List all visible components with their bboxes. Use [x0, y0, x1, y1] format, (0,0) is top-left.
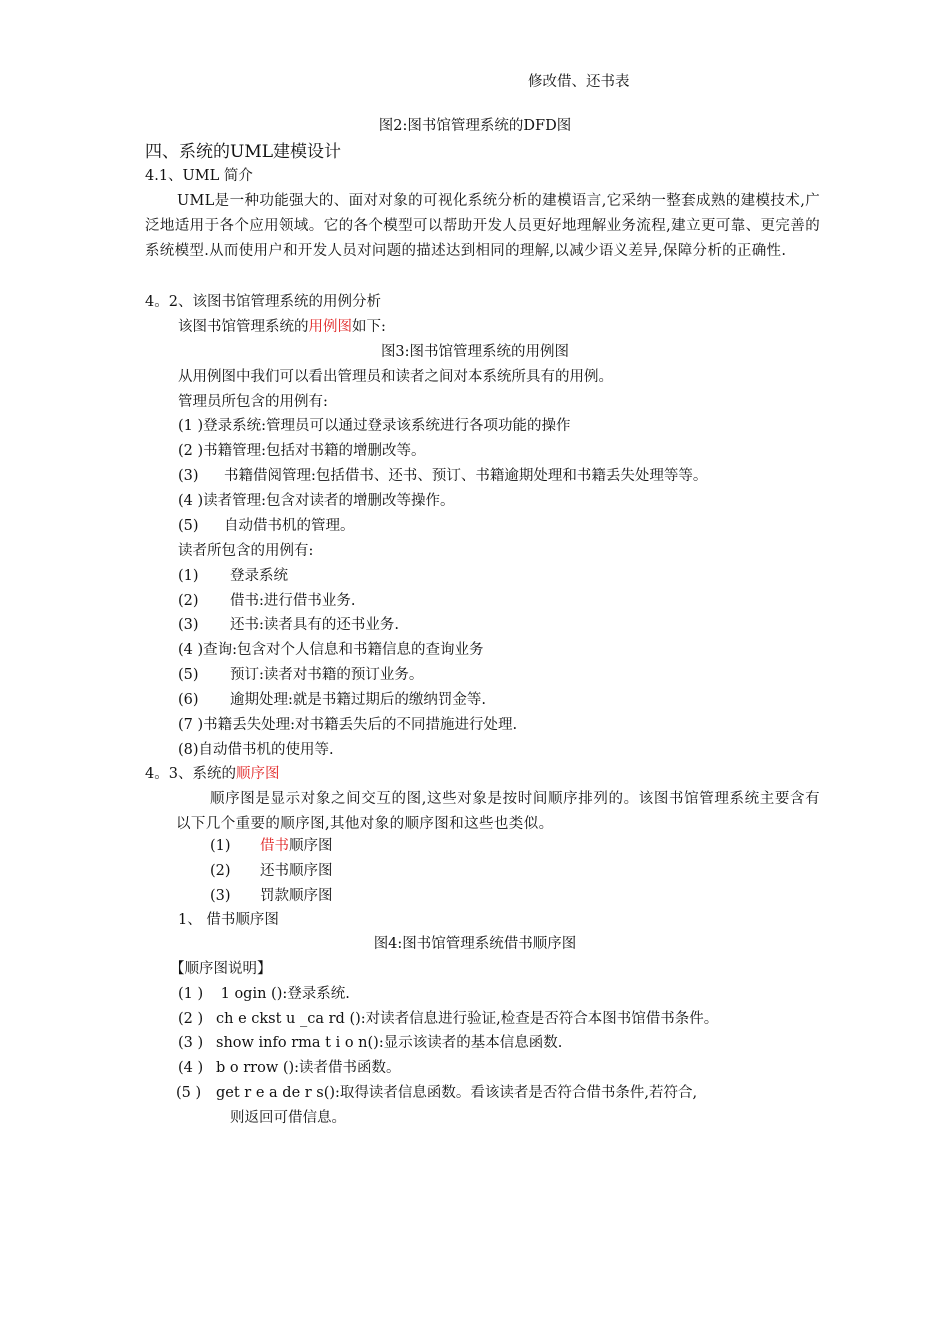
list-text: 自动借书机的使用等. — [198, 742, 334, 758]
list-text: 书籍丢失处理:对书籍丢失后的不同措施进行处理. — [203, 717, 518, 733]
list-text: show info rma t i o n():显示该读者的基本信息函数. — [216, 1035, 563, 1051]
list-number: (1 ) — [178, 418, 204, 434]
use-case-intro — [178, 317, 386, 337]
reader-item-2 — [178, 591, 356, 611]
sequence-description-title: 【顺序图说明】 — [170, 961, 272, 977]
list-number: (5) — [178, 667, 199, 683]
list-text: 读者管理:包含对读者的增删改等操作。 — [203, 493, 455, 509]
borrow-link[interactable]: 借书 — [260, 838, 289, 854]
list-text: 罚款顺序图 — [260, 888, 333, 904]
list-text: 书籍管理:包括对书籍的增删改等。 — [203, 443, 426, 459]
use-case-intro-pre: 该图书馆管理系统的 — [178, 319, 309, 335]
list-text: 登录系统:管理员可以通过登录该系统进行各项功能的操作 — [203, 418, 571, 434]
admin-item-1 — [178, 416, 571, 436]
admin-item-2 — [178, 441, 426, 461]
section-4-3-title-pre: 4。3、系统的 — [145, 766, 236, 782]
list-number: (8) — [178, 742, 199, 758]
borrow-sequence-title: 1、 借书顺序图 — [178, 912, 279, 928]
section-4-title: 四、系统的UML建模设计 — [145, 142, 342, 162]
list-text: 借书:进行借书业务. — [230, 593, 356, 609]
list-text: b o rrow ():读者借书函数。 — [216, 1060, 401, 1076]
top-fragment: 修改借、还书表 — [528, 74, 630, 90]
list-text: 登录系统 — [230, 568, 288, 584]
use-case-description: 从用例图中我们可以看出管理员和读者之间对本系统所具有的用例。 — [178, 369, 613, 385]
reader-item-3 — [178, 615, 399, 635]
list-text-continuation: 则返回可借信息。 — [230, 1110, 346, 1126]
list-number: (2 ) — [178, 443, 204, 459]
reader-item-1 — [178, 566, 288, 586]
list-number: (4 ) — [178, 493, 204, 509]
list-text: 预订:读者对书籍的预订业务。 — [230, 667, 424, 683]
section-4-3-title — [145, 764, 279, 784]
figure-4-caption: 图4:图书馆管理系统借书顺序图 — [373, 936, 577, 952]
list-text: 还书:读者具有的还书业务. — [230, 617, 399, 633]
list-number: (5 ) — [176, 1085, 202, 1101]
list-text: 自动借书机的管理。 — [224, 518, 355, 534]
section-4-1-title: 4.1、UML 简介 — [145, 168, 253, 184]
admin-use-cases-title: 管理员所包含的用例有: — [178, 394, 328, 410]
list-text: ch e ckst u _ca rd ():对读者信息进行验证,检查是否符合本图书馆借书条件。 — [216, 1011, 719, 1027]
use-case-diagram-link[interactable]: 用例图 — [308, 319, 352, 335]
reader-use-cases-title: 读者所包含的用例有: — [178, 543, 314, 559]
list-number: (2) — [178, 593, 199, 609]
seq-desc-item-4 — [178, 1058, 401, 1078]
list-number: (2 ) — [178, 1011, 204, 1027]
admin-item-3 — [178, 466, 707, 486]
sequence-diagram-link[interactable]: 顺序图 — [235, 766, 280, 782]
list-number: (1 ) — [178, 986, 204, 1002]
list-number: (7 ) — [178, 717, 204, 733]
reader-item-6 — [178, 690, 486, 710]
list-text: get r e a de r s():取得读者信息函数。看该读者是否符合借书条件,若符合, — [216, 1085, 698, 1101]
use-case-intro-post: 如下: — [352, 319, 386, 335]
seq-desc-item-3 — [178, 1033, 562, 1053]
list-number: (3) — [178, 617, 199, 633]
sequence-intro-paragraph: 顺序图是显示对象之间交互的图,这些对象是按时间顺序排列的。该图书馆管理系统主要含有以下几个重要的顺序图,其他对象的顺序图和这些也类似。 — [176, 791, 820, 832]
list-text: 书籍借阅管理:包括借书、还书、预订、书籍逾期处理和书籍丢失处理等等。 — [224, 468, 708, 484]
seq-desc-item-2 — [178, 1009, 718, 1029]
list-text: 1 ogin ():登录系统. — [216, 986, 350, 1002]
list-number: (3) — [178, 468, 199, 484]
seq-list-item-3 — [210, 886, 333, 906]
admin-item-4 — [178, 491, 455, 511]
list-text: 查询:包含对个人信息和书籍信息的查询业务 — [203, 642, 484, 658]
reader-item-7 — [178, 715, 517, 735]
seq-list-item-1 — [210, 836, 333, 856]
figure-3-caption: 图3:图书馆管理系统的用例图 — [380, 344, 570, 360]
seq-list-item-2 — [210, 861, 333, 881]
seq-desc-item-5 — [176, 1081, 820, 1131]
reader-item-5 — [178, 665, 423, 685]
list-number: (1) — [178, 568, 199, 584]
admin-item-5 — [178, 516, 355, 536]
reader-item-8 — [178, 740, 334, 760]
reader-item-4 — [178, 640, 484, 660]
list-number: (1) — [210, 838, 231, 854]
list-text: 还书顺序图 — [260, 863, 333, 879]
figure-2-caption: 图2:图书馆管理系统的DFD图 — [378, 118, 572, 134]
section-4-2-title: 4。2、该图书馆管理系统的用例分析 — [145, 294, 381, 310]
list-number: (5) — [178, 518, 199, 534]
list-number: (3) — [210, 888, 231, 904]
list-number: (6) — [178, 692, 199, 708]
list-number: (4 ) — [178, 642, 204, 658]
list-number: (4 ) — [178, 1060, 204, 1076]
list-number: (3 ) — [178, 1035, 204, 1051]
uml-intro-paragraph: UML是一种功能强大的、面对对象的可视化系统分析的建模语言,它采纳一整套成熟的建模技术,广泛地适用于各个应用领域。它的各个模型可以帮助开发人员更好地理解业务流程,建立更可靠、更完善的系统模型.从而使用户和开发人员对问题的描述达到相同的理解,以减少语义差异,保障分析的正确性. — [145, 193, 820, 259]
list-number: (2) — [210, 863, 231, 879]
list-text: 逾期处理:就是书籍过期后的缴纳罚金等. — [230, 692, 486, 708]
seq-desc-item-1 — [178, 984, 350, 1004]
list-text: 顺序图 — [289, 838, 333, 854]
